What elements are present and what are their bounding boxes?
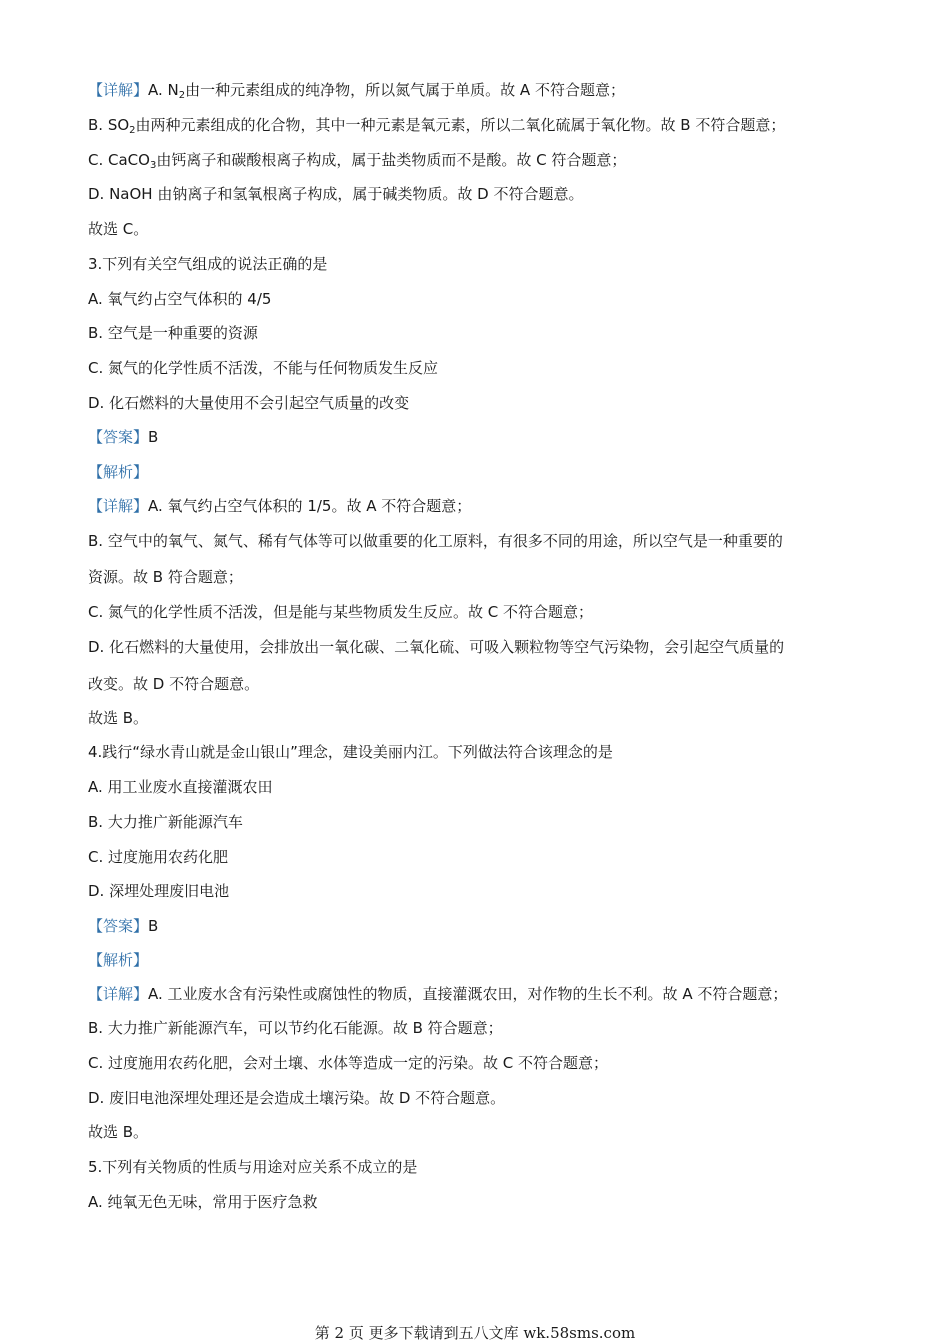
q4-detail-b: B. 大力推广新能源汽车，可以节约化石能源。故 B 符合题意；: [88, 1019, 503, 1037]
q3-option-d: D. 化石燃料的大量使用不会引起空气质量的改变: [88, 394, 410, 412]
q3-detail-b-cont: 资源。故 B 符合题意；: [88, 568, 243, 586]
q3-answer: 【答案】B: [88, 428, 159, 446]
q3-option-c: C. 氮气的化学性质不活泼，不能与任何物质发生反应: [88, 359, 439, 377]
detail-tag: 【详解】: [88, 497, 149, 515]
q4-option-a: A. 用工业废水直接灌溉农田: [88, 778, 273, 796]
q2-detail-c: C. CaCO$_3$由钙离子和碳酸根离子构成，属于盐类物质而不是酸。故 C 符合题意；: [88, 151, 627, 171]
q3-option-a: A. 氧气约占空气体积的 4/5: [88, 290, 272, 308]
q3-detail-a: 【详解】A. 氧气约占空气体积的 1/5。故 A 不符合题意；: [88, 497, 472, 515]
q4-detail-a: 【详解】A. 工业废水含有污染性或腐蚀性的物质，直接灌溉农田，对作物的生长不利。故 A 不符合题意；: [88, 985, 788, 1003]
q5-question: 5.下列有关物质的性质与用途对应关系不成立的是: [88, 1158, 418, 1176]
q4-analysis-tag: 【解析】: [88, 951, 149, 969]
q2-detail-b: B. $SO_2$由两种元素组成的化合物，其中一种元素是氧元素，所以二氧化硫属于氧化物。故 B 不符合题意；: [88, 116, 786, 136]
q4-answer: 【答案】B: [88, 917, 159, 935]
q3-detail-b: B. 空气中的氧气、氮气、稀有气体等可以做重要的化工原料，有很多不同的用途，所以空气是一种重要的: [88, 532, 783, 550]
q3-detail-d: D. 化石燃料的大量使用，会排放出一氧化碳、二氧化硫、可吸入颗粒物等空气污染物，会引起空气质量的: [88, 638, 785, 656]
q2-detail-d: D. NaOH 由钠离子和氢氧根离子构成，属于碱类物质。故 D 不符合题意。: [88, 185, 584, 203]
q4-detail-c: C. 过度施用农药化肥，会对土壤、水体等造成一定的污染。故 C 不符合题意；: [88, 1054, 609, 1072]
q4-option-b: B. 大力推广新能源汽车: [88, 813, 243, 831]
q4-option-d: D. 深埋处理废旧电池: [88, 882, 230, 900]
q3-choose: 故选 B。: [88, 709, 149, 727]
q3-option-b: B. 空气是一种重要的资源: [88, 324, 258, 342]
detail-tag: 【详解】: [88, 81, 149, 99]
q3-detail-d-cont: 改变。故 D 不符合题意。: [88, 675, 260, 693]
answer-tag: 【答案】: [88, 428, 149, 446]
q3-detail-c: C. 氮气的化学性质不活泼，但是能与某些物质发生反应。故 C 不符合题意；: [88, 603, 594, 621]
q4-question: 4.践行“绿水青山就是金山银山”理念，建设美丽内江。下列做法符合该理念的是: [88, 743, 613, 761]
q4-choose: 故选 B。: [88, 1123, 149, 1141]
answer-tag: 【答案】: [88, 917, 149, 935]
detail-tag: 【详解】: [88, 985, 149, 1003]
q4-option-c: C. 过度施用农药化肥: [88, 848, 229, 866]
q2-detail-a: 【详解】A. $N_2$由一种元素组成的纯净物，所以氮气属于单质。故 A 不符合题意；: [88, 81, 625, 101]
page-footer: 第 2 页 更多下载请到五八文库 wk.58sms.com: [314, 1324, 636, 1342]
q3-analysis-tag: 【解析】: [88, 463, 149, 481]
q3-question: 3.下列有关空气组成的说法正确的是: [88, 255, 328, 273]
q2-choose: 故选 C。: [88, 220, 149, 238]
q4-detail-d: D. 废旧电池深埋处理还是会造成土壤污染。故 D 不符合题意。: [88, 1089, 506, 1107]
q5-option-a: A. 纯氧无色无味，常用于医疗急救: [88, 1193, 318, 1211]
